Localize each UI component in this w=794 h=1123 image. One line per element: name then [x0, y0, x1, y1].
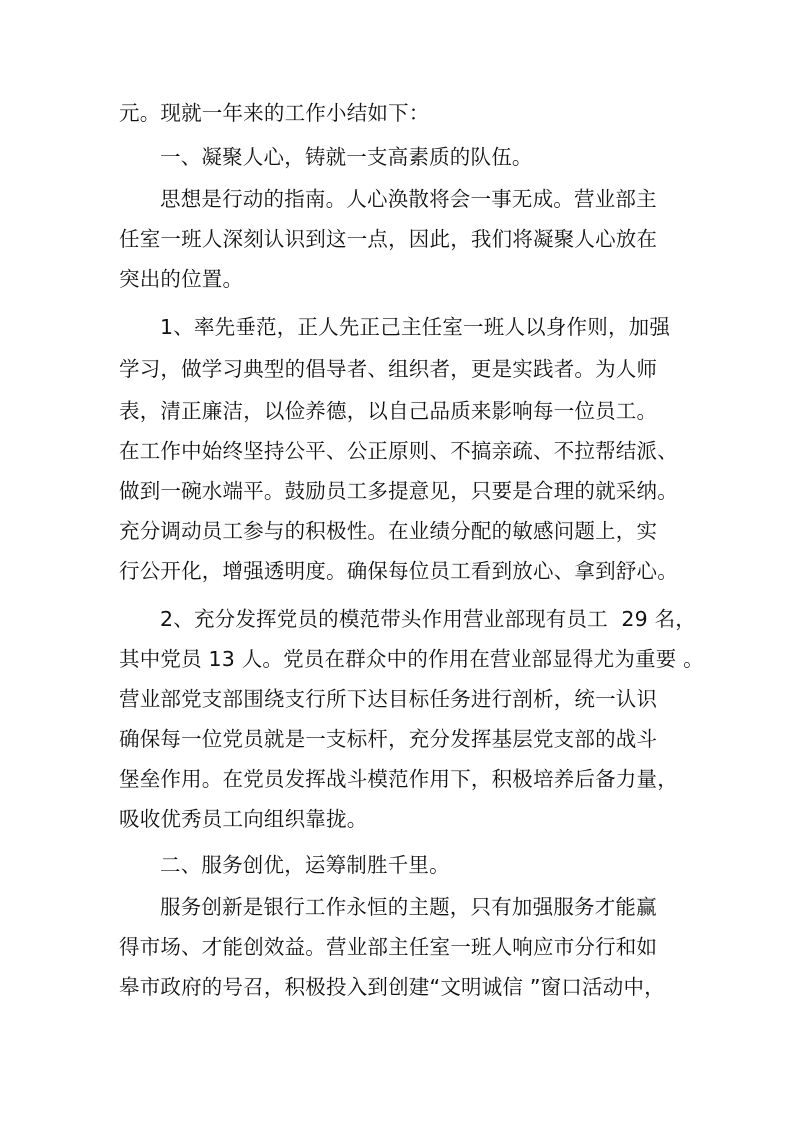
text-line: 确保每一位党员就是一支标杆，充分发挥基层党支部的战斗 — [119, 727, 658, 751]
text-line: 皋市政府的号召，积极投入到创建“文明诚信 ”窗口活动中， — [119, 975, 665, 999]
text-line: 做到一碗水端平。鼓励员工多提意见，只要是合理的就采纳。 — [119, 479, 678, 503]
text-line: 任室一班人深刻认识到这一点，因此，我们将凝聚人心放在 — [119, 227, 658, 251]
section-heading: 一、凝聚人心，铸就一支高素质的队伍。 — [160, 145, 533, 169]
text-line: 得市场、才能创效益。营业部主任室一班人响应市分行和如 — [119, 935, 658, 959]
text-line: 1、率先垂范，正人先正己主任室一班人以身作则，加强 — [160, 315, 671, 339]
text-line: 2、充分发挥党员的模范带头作用营业部现有员工 29 名， — [160, 607, 696, 631]
text-line: 堡垒作用。在党员发挥战斗模范作用下，积极培养后备力量， — [119, 767, 678, 791]
text-line: 突出的位置。 — [119, 267, 244, 291]
text-line: 元。现就一年来的工作小结如下： — [119, 101, 430, 125]
text-line: 行公开化，增强透明度。确保每位员工看到放心、拿到舒心。 — [119, 559, 678, 583]
text-line: 营业部党支部围绕支行所下达目标任务进行剖析，统一认识 — [119, 687, 658, 711]
text-line: 学习，做学习典型的倡导者、组织者，更是实践者。为人师 — [119, 357, 658, 381]
text-line: 服务创新是银行工作永恒的主题，只有加强服务才能赢 — [160, 895, 657, 919]
text-line: 充分调动员工参与的积极性。在业绩分配的敏感问题上，实 — [119, 519, 658, 543]
text-line: 表，清正廉洁，以俭养德，以自己品质来影响每一位员工。 — [119, 399, 658, 423]
text-line: 在工作中始终坚持公平、公正原则、不搞亲疏、不拉帮结派、 — [119, 439, 678, 463]
section-heading: 二、服务创优，运筹制胜千里。 — [160, 853, 450, 877]
text-line: 吸收优秀员工向组织靠拢。 — [119, 807, 368, 831]
text-line: 思想是行动的指南。人心涣散将会一事无成。营业部主 — [160, 187, 657, 211]
text-line: 其中党员 13 人。党员在群众中的作用在营业部显得尤为重要 。 — [119, 647, 704, 671]
